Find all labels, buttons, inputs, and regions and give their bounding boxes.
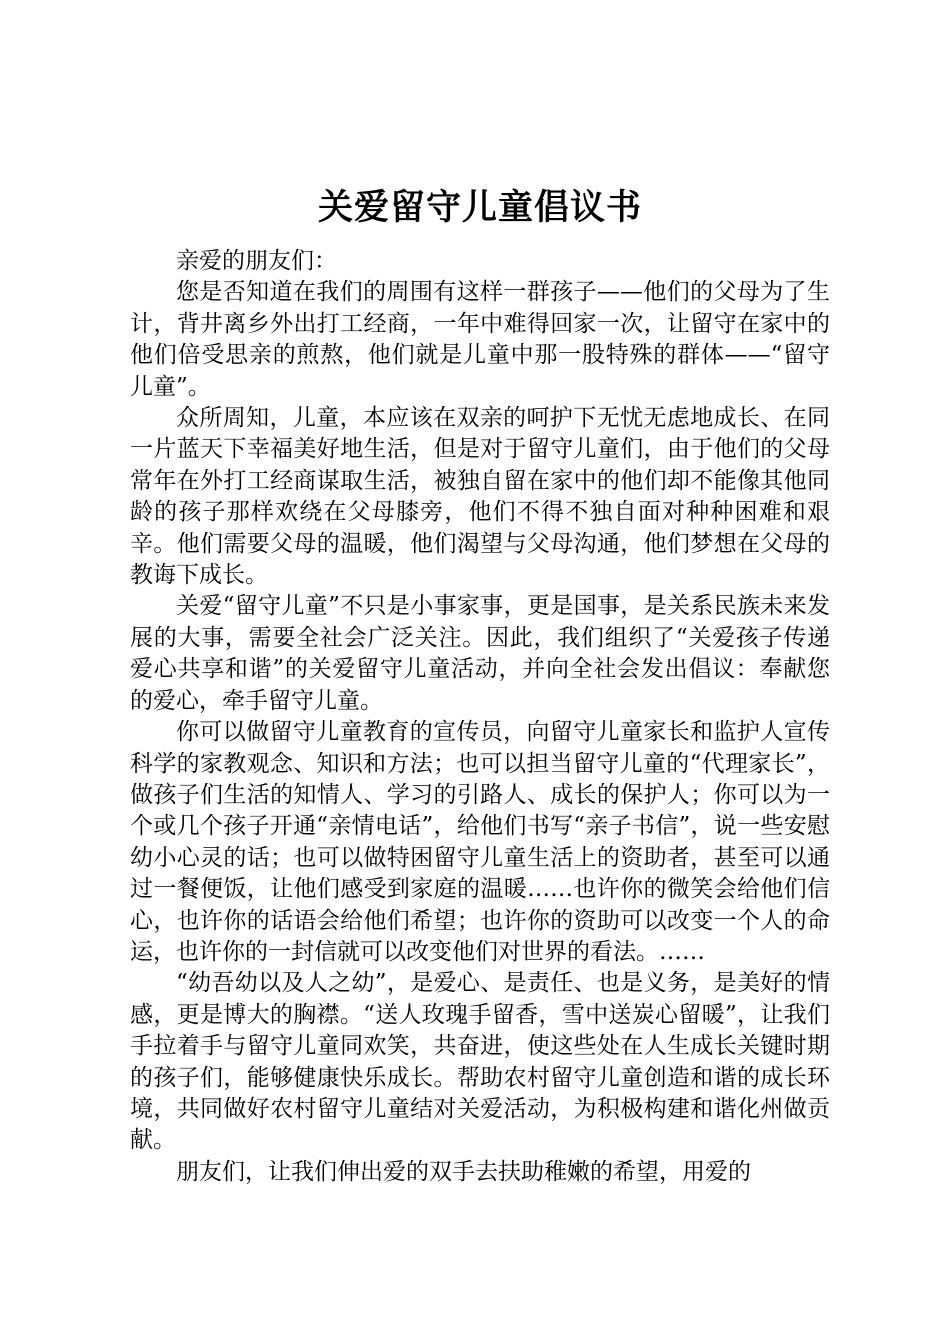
document-title: 关爱留守儿童倡议书	[317, 187, 642, 228]
paragraph-1: 您是否知道在我们的周围有这样一群孩子——他们的父母为了生计，背井离乡外出打工经商，一年中难得回家一次，让留守在家中的他们倍受思亲的煎熬，他们就是儿童中那一股特殊的群体——“留守儿童”。	[130, 279, 830, 400]
paragraph-2: 众所周知，儿童，本应该在双亲的呵护下无忧无虑地成长、在同一片蓝天下幸福美好地生活，但是对于留守儿童们，由于他们的父母常年在外打工经商谋取生活，被独自留在家中的他们却不能像其他同龄的孩子那样欢绕在父母膝旁，他们不得不独自面对种种困难和艰辛。他们需要父母的温暖，他们渴望与父母沟通，他们梦想在父母的教诲下成长。	[130, 405, 830, 589]
paragraph-4: 你可以做留守儿童教育的宣传员，向留守儿童家长和监护人宣传科学的家教观念、知识和方法；也可以担当留守儿童的“代理家长”，做孩子们生活的知情人、学习的引路人、成长的保护人；你可以为一个或几个孩子开通“亲情电话”，给他们书写“亲子书信”，说一些安慰幼小心灵的话；也可以做特困留守儿童生活上的资助者，甚至可以通过一餐便饭，让他们感受到家庭的温暖……也许你的微笑会给他们信心，也许你的话语会给他们希望；也许你的资助可以改变一个人的命运，也许你的一封信就可以改变他们对世界的看法。……	[130, 719, 830, 965]
paragraph-5: “幼吾幼以及人之幼”，是爱心、是责任、也是义务，是美好的情感，更是博大的胸襟。“送人玫瑰手留香，雪中送炭心留暖”，让我们手拉着手与留守儿童同欢笑，共奋进，使这些处在人生成长关键时期的孩子们，能够健康快乐成长。帮助农村留守儿童创造和谐的成长环境，共同做好农村留守儿童结对关爱活动，为积极构建和谐化州做贡献。	[130, 970, 830, 1154]
paragraph-3: 关爱“留守儿童”不只是小事家事，更是国事，是关系民族未来发展的大事，需要全社会广泛关注。因此，我们组织了“关爱孩子传递爱心共享和谐”的关爱留守儿童活动，并向全社会发出倡议：奉献您的爱心，牵手留守儿童。	[130, 593, 830, 714]
document-body	[130, 180, 830, 1188]
greeting-line: 亲爱的朋友们：	[176, 248, 337, 274]
paragraph-6: 朋友们，让我们伸出爱的双手去扶助稚嫩的希望，用爱的	[176, 1158, 751, 1185]
